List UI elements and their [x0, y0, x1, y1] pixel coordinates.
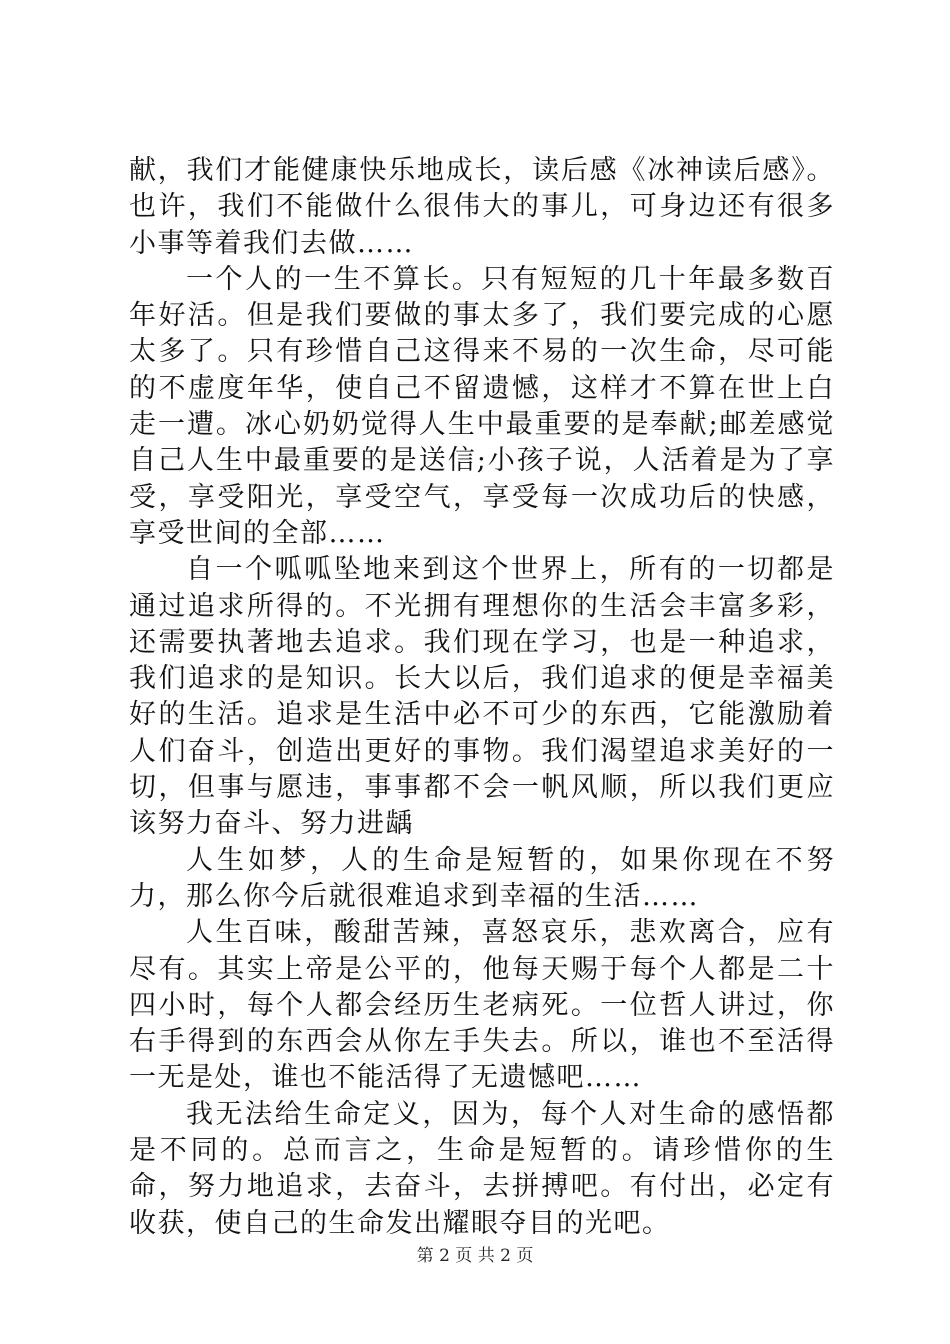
paragraph-1: 献，我们才能健康快乐地成长，读后感《冰神读后感》。也许，我们不能做什么很伟大的事儿，可身边还有很多小事等着我们去做…… — [129, 155, 835, 259]
paragraph-6: 我无法给生命定义，因为，每个人对生命的感悟都是不同的。总而言之，生命是短暂的。请珍惜你的生命，努力地追求，去奋斗，去拼搏吧。有付出，必定有收获，使自己的生命发出耀眼夺目的光吧。 — [129, 1098, 835, 1239]
page-footer: 第 2 页 共 2 页 — [416, 1246, 534, 1266]
body-text — [129, 153, 835, 1242]
paragraph-5: 人生百味，酸甜苦辣，喜怒哀乐，悲欢离合，应有尽有。其实上帝是公平的，他每天赐于每个人都是二十四小时，每个人都会经历生老病死。一位哲人讲过，你右手得到的东西会从你左手失去。所以，谁也不至活得一无是处，谁也不能活得了无遗憾吧…… — [129, 917, 835, 1094]
paragraph-4: 人生如梦，人的生命是短暂的，如果你现在不努力，那么你今后就很难追求到幸福的生活…… — [129, 844, 835, 912]
paragraph-2: 一个人的一生不算长。只有短短的几十年最多数百年好活。但是我们要做的事太多了，我们要完成的心愿太多了。只有珍惜自己这得来不易的一次生命，尽可能的不虚度年华，使自己不留遗憾，这样才不算在世上白走一遭。冰心奶奶觉得人生中最重要的是奉献;邮差感觉自己人生中最重要的是送信;小孩子说，人活着是为了享受，享受阳光，享受空气，享受每一次成功后的快感，享受世间的全部…… — [129, 263, 835, 549]
paragraph-3: 自一个呱呱坠地来到这个世界上，所有的一切都是通过追求所得的。不光拥有理想你的生活会丰富多彩，还需要执著地去追求。我们现在学习，也是一种追求，我们追求的是知识。长大以后，我们追求的便是幸福美好的生活。追求是生活中必不可少的东西，它能激励着人们奋斗，创造出更好的事物。我们渴望追求美好的一切，但事与愿违，事事都不会一帆风顺，所以我们更应该努力奋斗、努力进龋 — [129, 554, 835, 840]
